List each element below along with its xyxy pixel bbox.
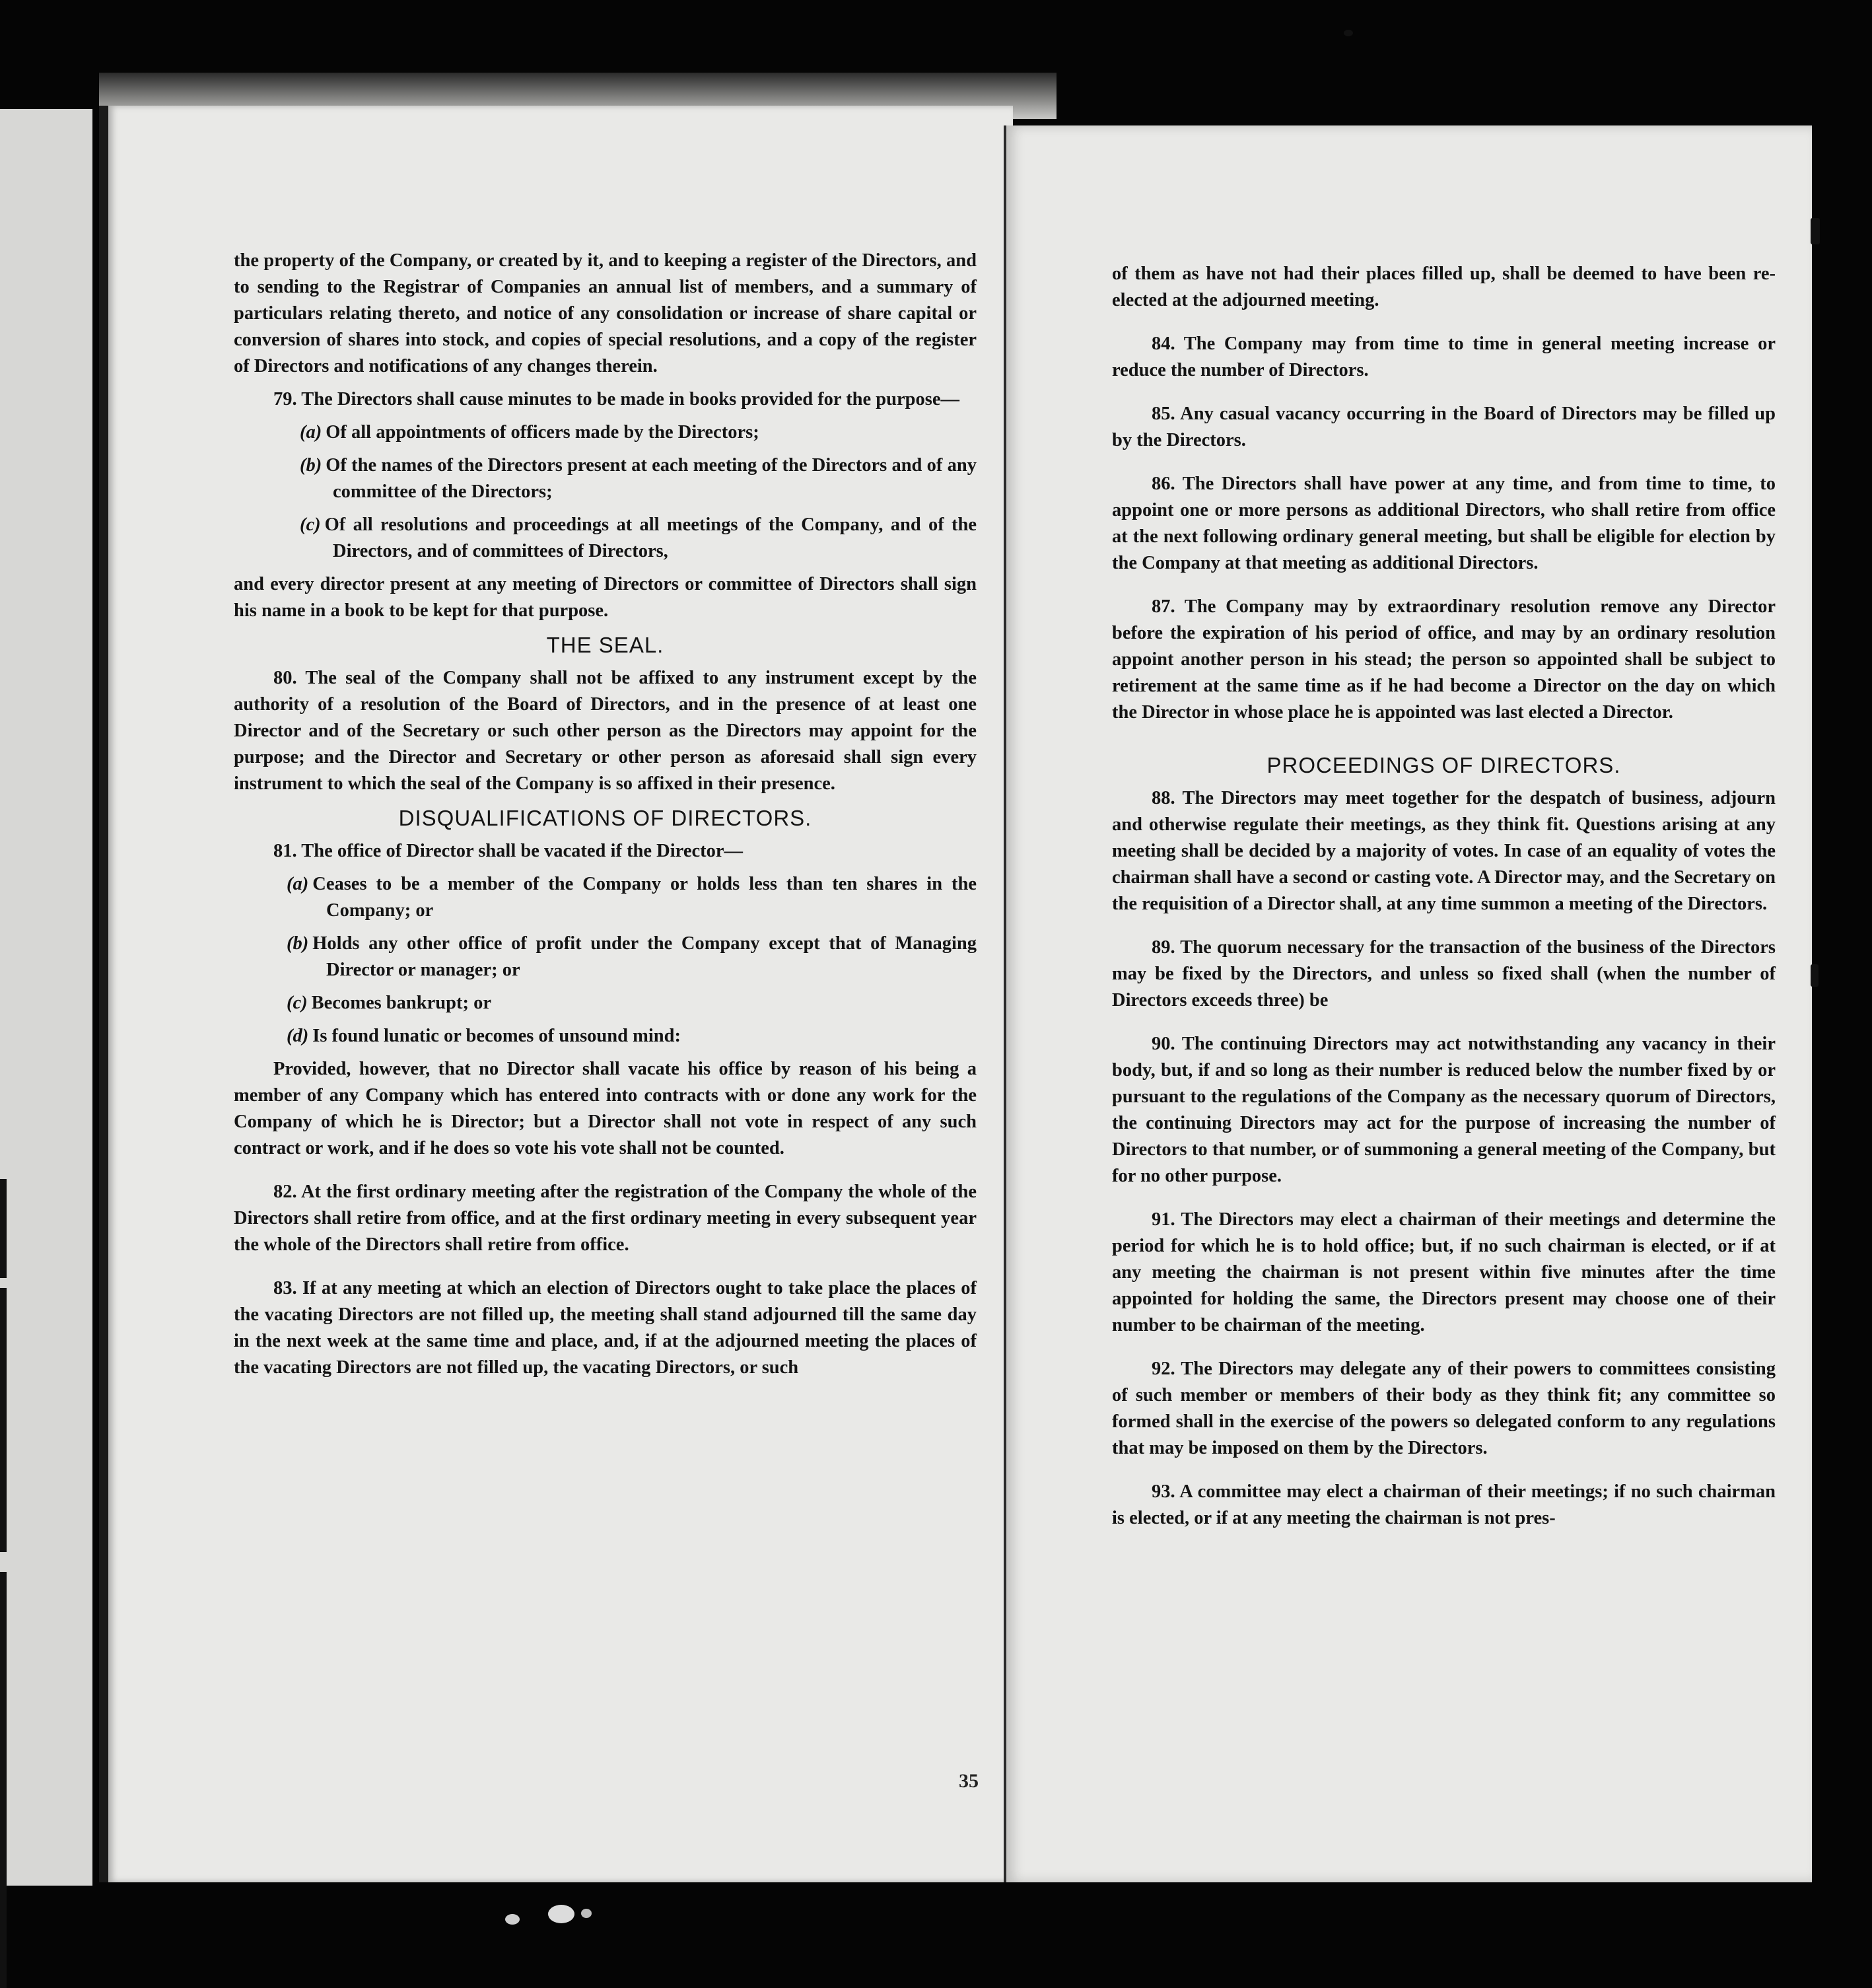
article-79: 79. The Directors shall cause minutes to be made in books provided for the purpose— [273, 389, 959, 409]
article-93: 93. A committee may elect a chairman of their meetings; if no such chairman is elected, or if at any meeting the chairman is not pres- [1112, 1481, 1776, 1528]
article-83: 83. If at any meeting at which an election of Directors ought to take place the places of the vacating Directors are not filled up, the meeting shall stand adjourned till the same day in the next week at the same time and place, and, if at the adjourned meeting the places of the vacating Directors are not filled up, the vacating Directors, or such [234, 1278, 977, 1378]
item-label: (b) [300, 455, 322, 476]
item-label: (b) [287, 933, 309, 954]
scan-speck [505, 1914, 520, 1925]
item-text: Of all resolutions and proceedings at all meetings of the Company, and of the Directors, and of committees of Directors, [324, 515, 977, 561]
item-text: Holds any other office of profit under the Company except that of Managing Director or manager; or [312, 933, 977, 980]
heading-the-seal: THE SEAL. [546, 633, 664, 657]
binding-mark [0, 1179, 7, 1278]
article-82: 82. At the first ordinary meeting after the registration of the Company the whole of the Directors shall retire from office, and at the first ordinary meeting in every subsequent year the whole of the Directors shall retire from office. [234, 1182, 977, 1255]
left-column [234, 248, 977, 1388]
item-label: (a) [287, 874, 309, 894]
article-87: 87. The Company may by extraordinary resolution remove any Director before the expiration of his period of office, and may by an ordinary resolution appoint another person in his stead; the person so appointed shall be subject to retirement at the same time as if he had become a Director on the day on which the Director in whose place he is appointed was last elected a Director. [1112, 596, 1776, 723]
item-label: (d) [287, 1026, 309, 1046]
paragraph-continued: the property of the Company, or created by it, and to keeping a register of the Directors, and to sending to the Registrar of Companies an annual list of members, and a summary of particulars relating thereto, and notice of any consolidation or increase of share capital or conversion of shares into stock, and copies of special resolutions, and a copy of the register of Directors and notifications of any changes therein. [234, 250, 977, 376]
scan-speck [548, 1905, 574, 1923]
scan-speck [1344, 30, 1353, 36]
binding-mark [0, 1572, 7, 1988]
article-81-item-c [234, 990, 977, 1016]
paragraph-continued: of them as have not had their places filled up, shall be deemed to have been re-elected at the adjourned meeting. [1112, 264, 1776, 310]
article-84: 84. The Company may from time to time in general meeting increase or reduce the number of Directors. [1112, 334, 1776, 380]
article-79-closing: and every director present at any meeting of Directors or committee of Directors shall sign his name in a book to be kept for that purpose. [234, 574, 977, 621]
scan-speck [1811, 218, 1820, 244]
heading-disqualifications: DISQUALIFICATIONS OF DIRECTORS. [398, 806, 812, 830]
item-label: (a) [300, 422, 322, 443]
page-number: 35 [959, 1770, 979, 1792]
article-92: 92. The Directors may delegate any of their powers to committees consisting of such member or members of their body as they think fit; any committee so formed shall in the exercise of the powers so delegated conform to any regulations that may be imposed on them by the Directors. [1112, 1359, 1776, 1458]
item-text: Is found lunatic or becomes of unsound mind: [312, 1026, 681, 1046]
article-90: 90. The continuing Directors may act notwithstanding any vacancy in their body, but, if and so long as their number is reduced below the number fixed by or pursuant to the regulations of the Company as the necessary quorum of Directors, the continuing Directors may act for the purpose of increasing the number of Directors to that number, or of summoning a general meeting of the Company, but for no other purpose. [1112, 1034, 1776, 1186]
proviso: Provided, however, that no Director shall vacate his office by reason of his being a member of any Company which has entered into contracts with or done any work for the Company of which he is Director; but a Director shall not vote in respect of any such contract or work, and if he does so vote his vote shall not be counted. [234, 1059, 977, 1158]
left-page [99, 106, 1013, 1882]
article-79-item-b [234, 452, 977, 505]
article-79-item-a [234, 419, 977, 446]
article-86: 86. The Directors shall have power at any time, and from time to time, to appoint one or more persons as additional Directors, who shall retire from office at the next following ordinary general meeting, but shall be eligible for election by the Company at that meeting as additional Directors. [1112, 474, 1776, 573]
item-label: (c) [287, 993, 308, 1013]
article-81-item-b [234, 931, 977, 983]
article-81-item-a [234, 871, 977, 924]
scan-speck [1811, 964, 1819, 987]
article-80: 80. The seal of the Company shall not be affixed to any instrument except by the authority of a resolution of the Board of Directors, and in the presence of at least one Director and of the Secretary or such other person as the Directors may appoint for the purpose; and the Director and Secretary or other person as aforesaid shall sign every instrument to which the seal of the Company is so affixed in their presence. [234, 668, 977, 794]
right-page [1004, 125, 1812, 1882]
heading-proceedings: PROCEEDINGS OF DIRECTORS. [1266, 753, 1621, 777]
article-91: 91. The Directors may elect a chairman of their meetings and determine the period for which he is to hold office; but, if no such chairman is elected, or if at any meeting the chairman is not present within five minutes after the time appointed for holding the same, the Directors present may choose one of their number to be chairman of the meeting. [1112, 1209, 1776, 1335]
scan-speck [581, 1909, 592, 1918]
scan-blots [502, 1902, 607, 1927]
item-text: Of all appointments of officers made by the Directors; [326, 422, 759, 443]
article-79-item-c [234, 512, 977, 565]
article-89: 89. The quorum necessary for the transaction of the business of the Directors may be fixed by the Directors, and unless so fixed shall (when the number of Directors exceeds three) be [1112, 937, 1776, 1011]
right-column [1112, 261, 1776, 1538]
article-81-item-d [234, 1023, 977, 1049]
article-81: 81. The office of Director shall be vacated if the Director— [273, 841, 744, 861]
article-85: 85. Any casual vacancy occurring in the Board of Directors may be filled up by the Directors. [1112, 404, 1776, 450]
item-label: (c) [300, 515, 321, 535]
item-text: Of the names of the Directors present at each meeting of the Directors and of any committee of the Directors; [326, 455, 977, 502]
binding-mark [0, 1288, 7, 1552]
item-text: Ceases to be a member of the Company or holds less than ten shares in the Company; or [312, 874, 977, 921]
item-text: Becomes bankrupt; or [311, 993, 491, 1013]
article-88: 88. The Directors may meet together for the despatch of business, adjourn and otherwise regulate their meetings, as they think fit. Questions arising at any meeting shall be decided by a majority of votes. In case of an equality of votes the chairman shall have a second or casting vote. A Director may, and the Secretary on the requisition of a Director shall, at any time summon a meeting of the Directors. [1112, 788, 1776, 914]
previous-page-edge [0, 109, 92, 1886]
